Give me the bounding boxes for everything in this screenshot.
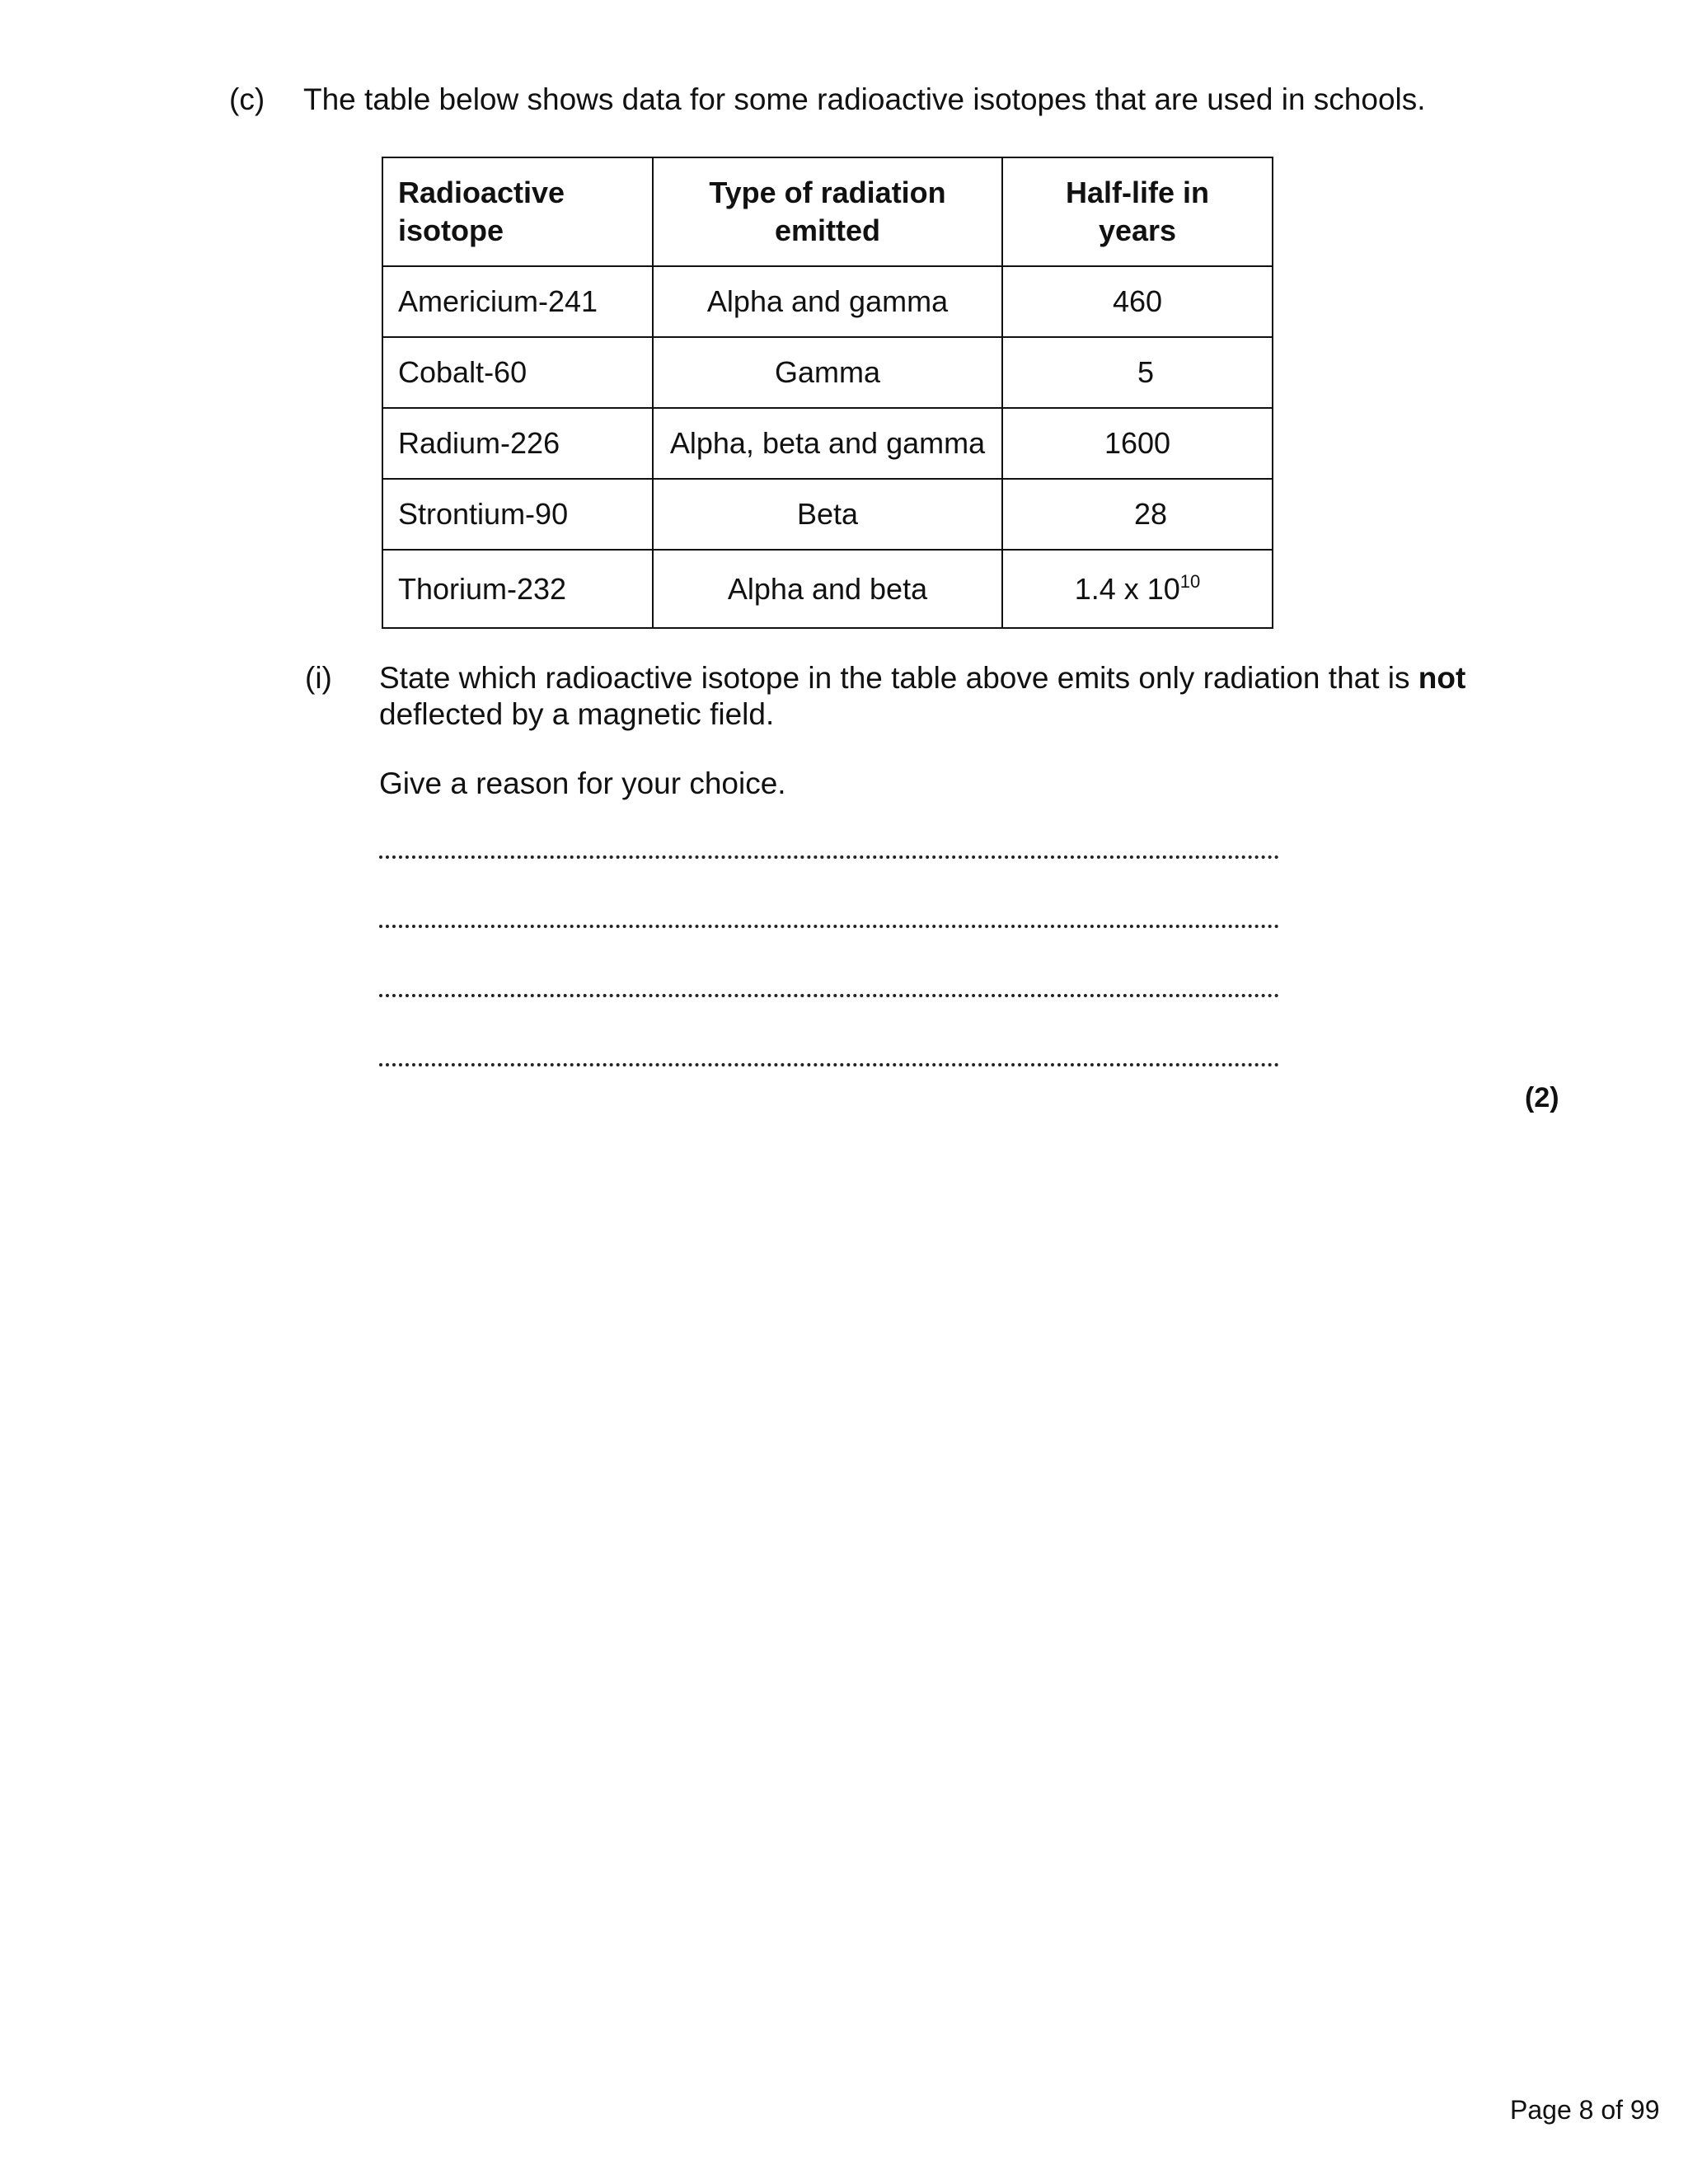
subquestion-label: (i) [305,661,332,695]
radiation-type-cell: Alpha, beta and gamma [653,408,1002,479]
radiation-type-cell: Gamma [653,337,1002,408]
table-row [382,479,1273,550]
subquestion-text-line1 [379,661,1465,696]
isotope-cell: Thorium-232 [382,550,653,628]
radiation-type-cell: Beta [653,479,1002,550]
radiation-type-cell: Alpha and beta [653,550,1002,628]
table-row [382,337,1273,408]
subquestion-text-line2: deflected by a magnetic field. [379,697,775,731]
isotope-cell: Americium-241 [382,266,653,337]
radiation-type-cell: Alpha and gamma [653,266,1002,337]
half-life-cell [1002,550,1273,628]
table-header-row [382,157,1273,266]
header-text: isotope [398,213,504,247]
answer-line[interactable] [379,925,1279,928]
page-number: Page 8 of 99 [1510,2095,1660,2125]
header-text: Type of radiation [709,176,946,209]
emphasis-not: not [1418,661,1466,695]
answer-line[interactable] [379,855,1279,859]
table-row [382,408,1273,479]
half-life-cell: 460 [1002,266,1273,337]
isotope-cell: Strontium-90 [382,479,653,550]
header-text: Radioactive [398,176,565,209]
marks-label: (2) [1525,1082,1559,1113]
isotope-table [382,157,1273,629]
header-radioactive-isotope [382,157,653,266]
isotope-cell: Cobalt-60 [382,337,653,408]
table-row [382,550,1273,628]
table-row [382,266,1273,337]
header-text: years [1098,213,1177,247]
answer-line[interactable] [379,1063,1279,1066]
question-intro-text: The table below shows data for some radioactive isotopes that are used in schools. [303,82,1426,116]
header-half-life [1002,157,1273,266]
reason-prompt: Give a reason for your choice. [379,766,786,800]
half-life-exponent: 10 [1179,570,1201,592]
header-text: Half-life in [1065,176,1209,209]
half-life-base: 1.4 x 10 [1074,571,1180,606]
half-life-cell: 28 [1002,479,1273,550]
answer-line[interactable] [379,994,1279,997]
subquestion-text: State which radioactive isotope in the table above emits only radiation that is [379,661,1418,695]
half-life-cell: 1600 [1002,408,1273,479]
question-part-label: (c) [229,82,265,116]
half-life-cell: 5 [1002,337,1273,408]
header-text: emitted [774,213,881,247]
isotope-cell: Radium-226 [382,408,653,479]
header-type-of-radiation [653,157,1002,266]
